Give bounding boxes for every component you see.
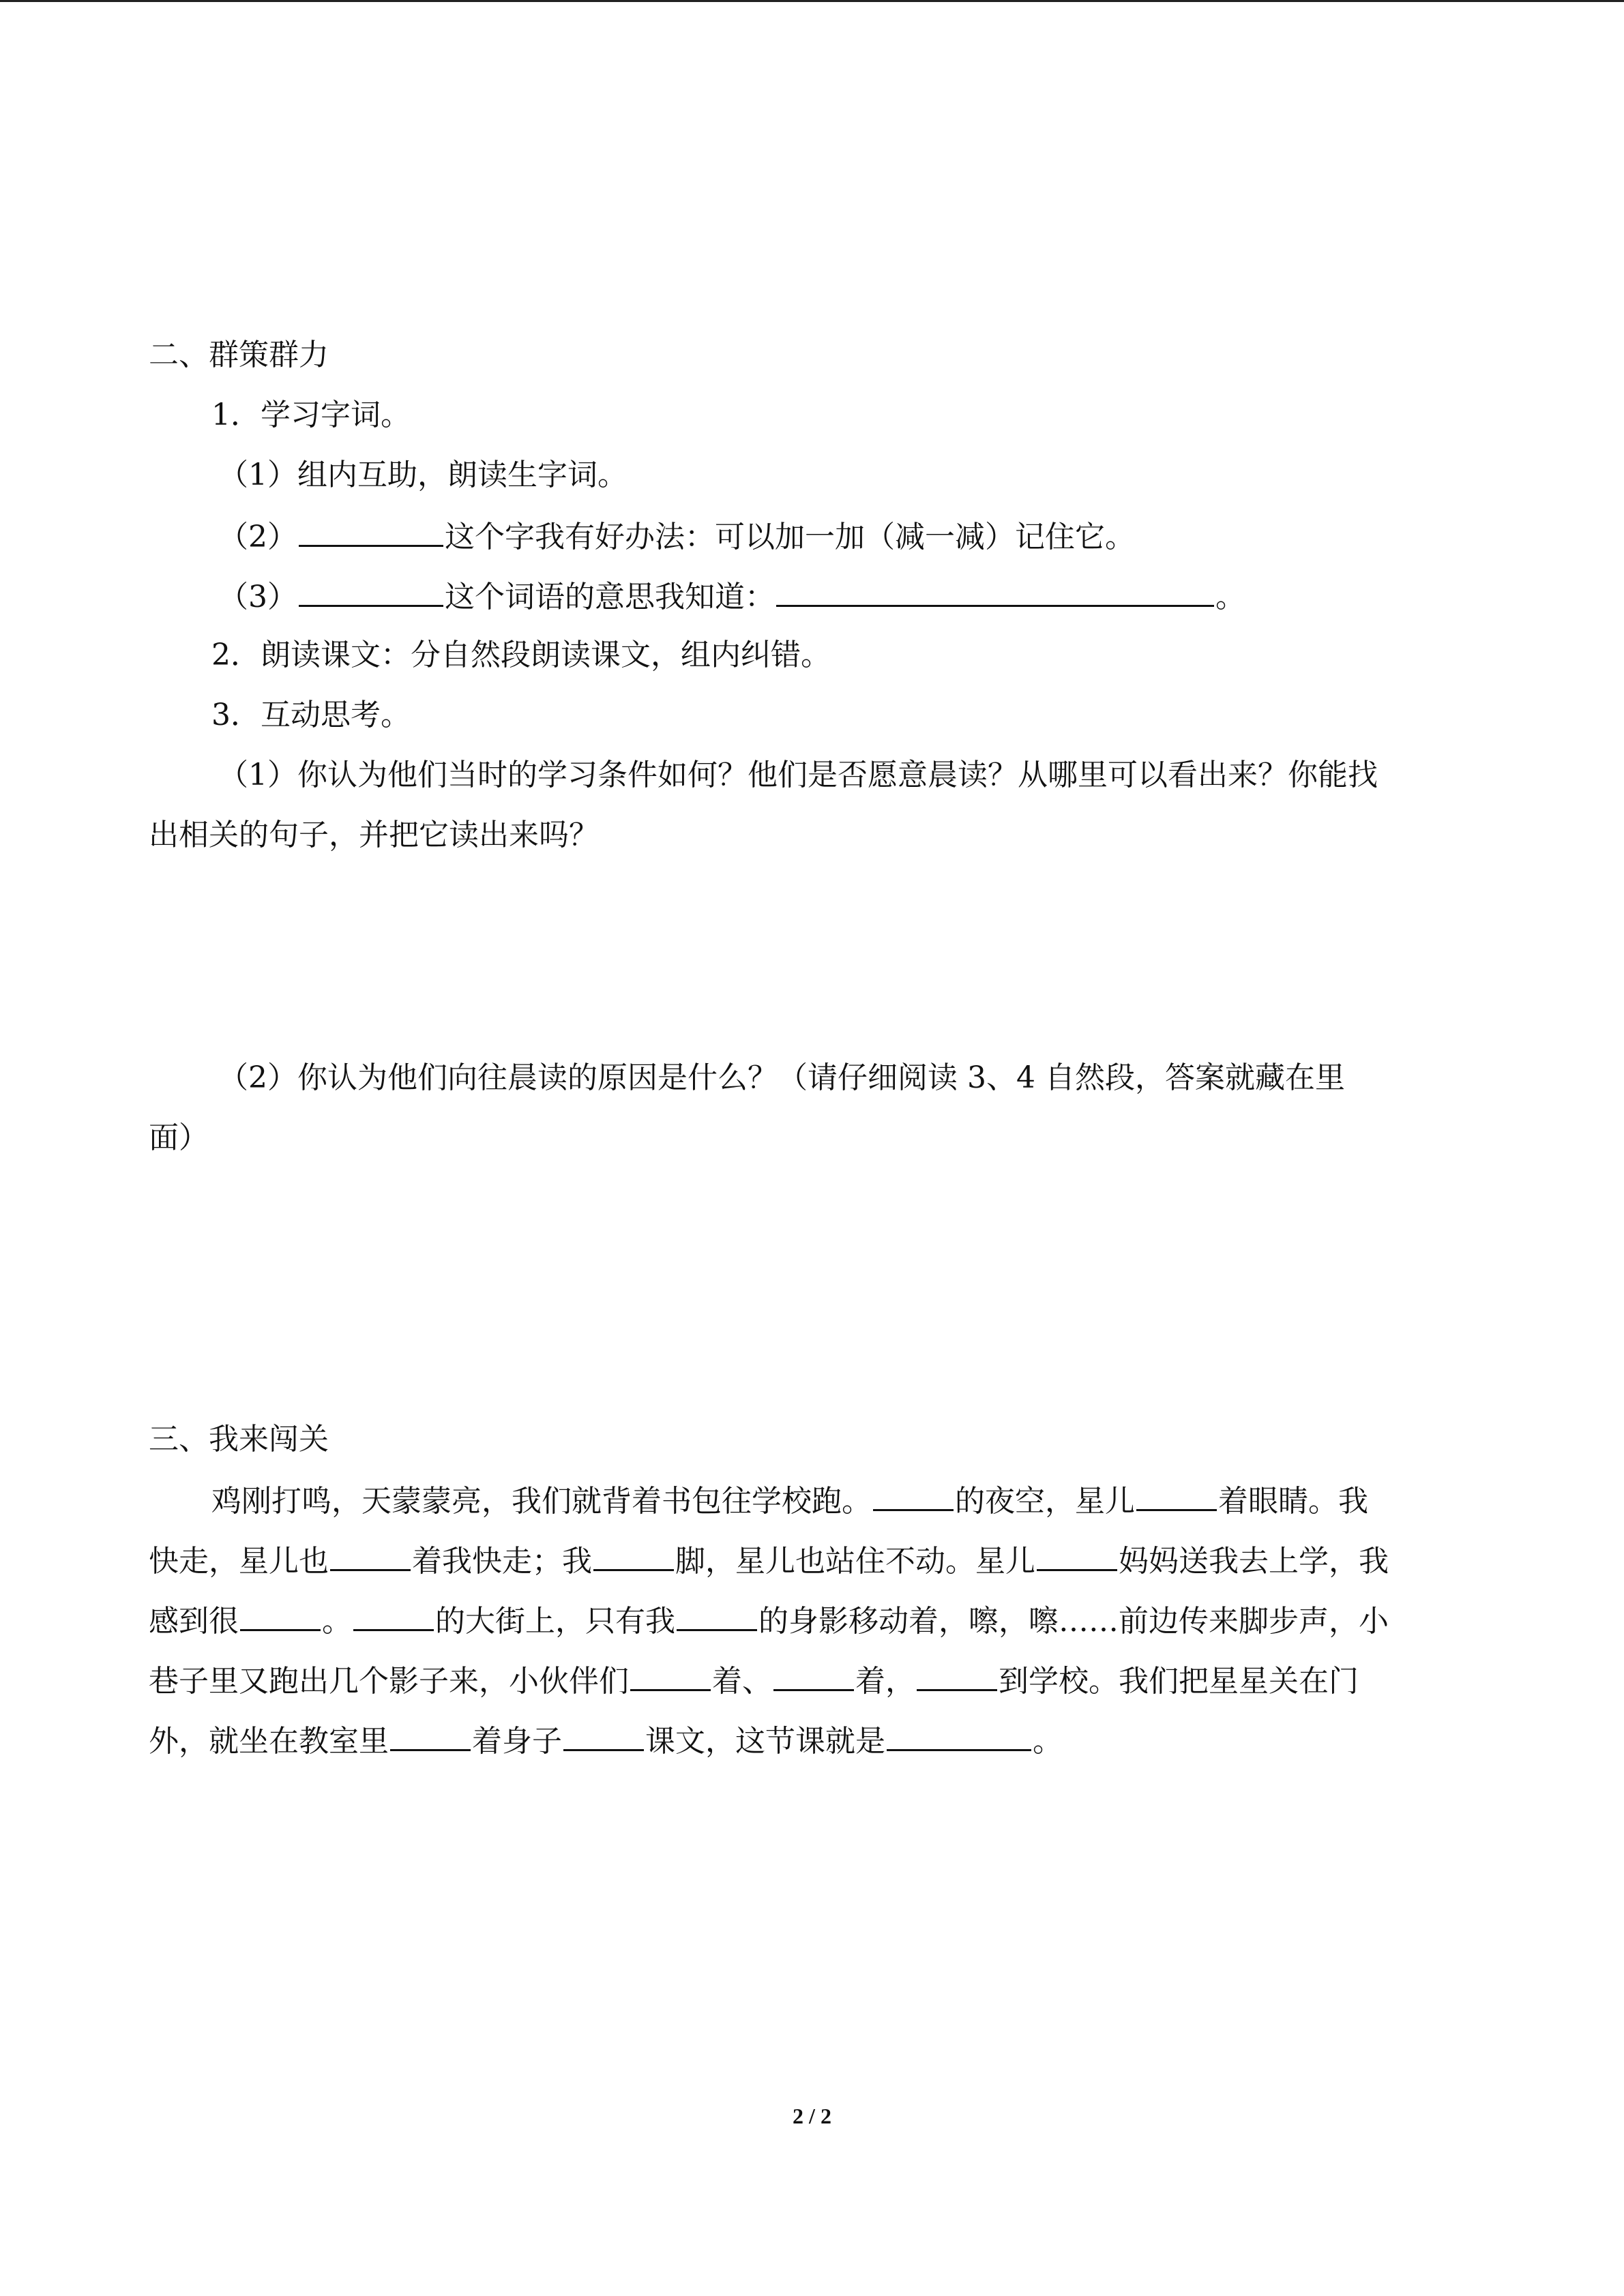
item-1-3-prefix: （3） [218, 580, 297, 614]
item-2: 2．朗读课文：分自然段朗读课文，组内纠错。 [211, 638, 831, 672]
item-1: 1．学习字词。 [211, 398, 411, 432]
passage-text: 。 [322, 1604, 352, 1639]
passage-text: 着我快走；我 [412, 1544, 592, 1579]
question-2-line2: 面） [149, 1120, 209, 1155]
passage-text: 课文，这节课就是 [645, 1724, 885, 1759]
passage-text: 着眼睛。我 [1218, 1484, 1368, 1519]
fill-blank[interactable] [390, 1719, 471, 1751]
fill-blank[interactable] [593, 1539, 674, 1571]
passage-text: 感到很 [149, 1604, 239, 1639]
passage-text: 脚，星儿也站住不动。星儿 [675, 1544, 1035, 1579]
item-1-3 [218, 575, 1245, 618]
item-1-3-mid: 这个词语的意思我知道： [445, 580, 775, 614]
fill-blank[interactable] [1136, 1479, 1217, 1511]
fill-blank[interactable] [773, 1659, 854, 1691]
question-1-line2: 出相关的句子，并把它读出来吗？ [149, 818, 599, 852]
passage-text: 巷子里又跑出几个影子来，小伙伴们 [149, 1664, 629, 1699]
passage-text: 的身影移动着，嚓，嚓……前边传来脚步声，小 [758, 1604, 1389, 1639]
fill-blank[interactable] [887, 1719, 1031, 1751]
item-1-2-prefix: （2） [218, 520, 297, 554]
question-1-line1: （1）你认为他们当时的学习条件如何？他们是否愿意晨读？从哪里可以看出来？你能找 [218, 758, 1378, 792]
section-heading-3: 三、我来闯关 [149, 1422, 329, 1457]
fill-blank[interactable] [776, 575, 1214, 607]
fill-blank[interactable] [240, 1599, 321, 1631]
fill-blank[interactable] [330, 1539, 411, 1571]
passage-text: 到学校。我们把星星关在门 [999, 1664, 1359, 1699]
passage-text: 着、 [712, 1664, 772, 1699]
fill-blank[interactable] [677, 1599, 757, 1631]
passage-text: 外，就坐在教室里 [149, 1724, 389, 1759]
passage-line-2 [149, 1539, 1389, 1582]
passage-text: 快走，星儿也 [149, 1544, 329, 1579]
passage-line-3 [149, 1599, 1389, 1642]
fill-blank[interactable] [353, 1599, 434, 1631]
item-1-2-text: 这个字我有好办法：可以加一加（减一减）记住它。 [445, 520, 1135, 554]
fill-blank[interactable] [917, 1659, 997, 1691]
passage-text: 。 [1033, 1724, 1063, 1759]
passage-text: 的大街上，只有我 [435, 1604, 675, 1639]
passage-line-5 [149, 1719, 1063, 1762]
passage-text: 鸡刚打鸣，天蒙蒙亮，我们就背着书包往学校跑。 [211, 1484, 872, 1519]
page-number: 2 / 2 [793, 2104, 831, 2128]
fill-blank[interactable] [563, 1719, 644, 1751]
question-2-line1: （2）你认为他们向往晨读的原因是什么？（请仔细阅读 3、4 自然段，答案就藏在里 [218, 1060, 1345, 1095]
item-1-1: （1）组内互助，朗读生字词。 [218, 458, 628, 492]
fill-blank[interactable] [630, 1659, 711, 1691]
passage-text: 着身子 [472, 1724, 562, 1759]
item-3: 3．互动思考。 [211, 698, 411, 732]
passage-text: 的夜空，星儿 [955, 1484, 1135, 1519]
passage-line-4 [149, 1659, 1359, 1702]
section-heading-2: 二、群策群力 [149, 338, 329, 372]
fill-blank[interactable] [873, 1479, 954, 1511]
item-1-2 [218, 515, 1135, 558]
fill-blank[interactable] [299, 575, 443, 607]
fill-blank[interactable] [299, 515, 443, 547]
passage-text: 着， [855, 1664, 915, 1699]
passage-text: 妈妈送我去上学，我 [1119, 1544, 1389, 1579]
passage-line-1 [211, 1479, 1368, 1522]
item-1-3-end: 。 [1215, 580, 1245, 614]
fill-blank[interactable] [1037, 1539, 1117, 1571]
